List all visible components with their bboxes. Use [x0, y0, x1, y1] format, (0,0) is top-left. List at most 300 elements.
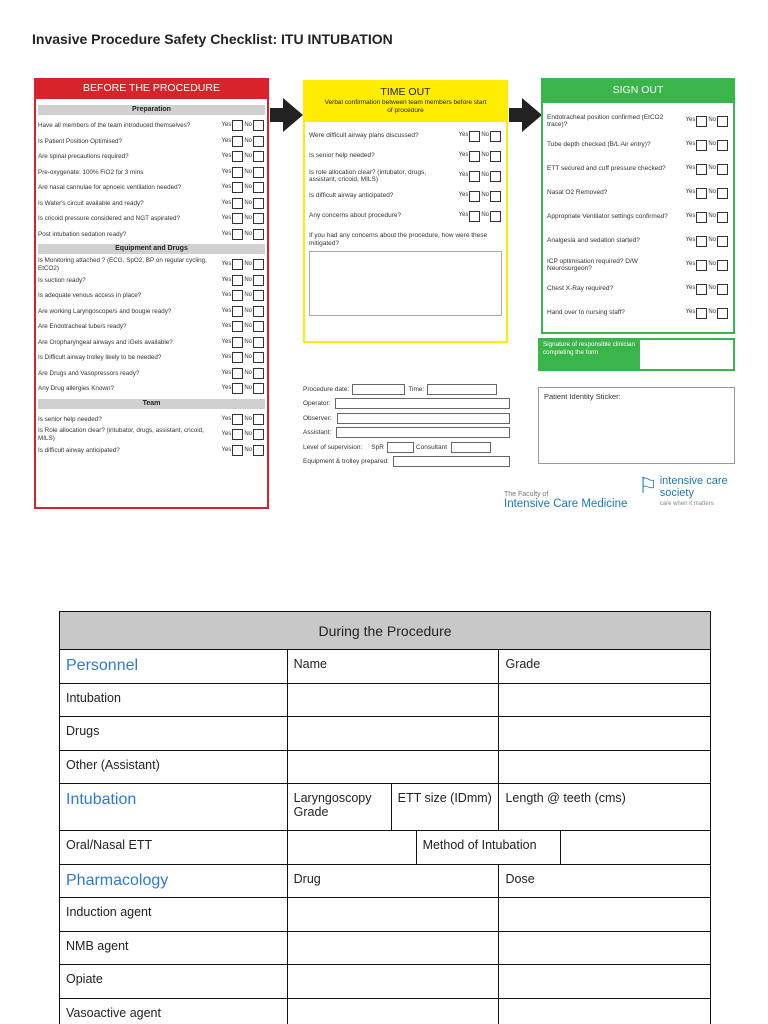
- spr-field[interactable]: [387, 442, 414, 453]
- yes-no-group: [222, 337, 265, 348]
- yes-no-group: [222, 136, 265, 147]
- checklist-question: [38, 165, 265, 181]
- yes-label: Yes: [458, 172, 469, 179]
- yes-checkbox[interactable]: [232, 136, 243, 147]
- yes-checkbox[interactable]: [696, 236, 707, 247]
- no-checkbox[interactable]: [253, 229, 264, 240]
- no-label: No: [244, 122, 252, 128]
- timeout-body: [303, 122, 508, 343]
- question-text: Chest X-Ray required?: [547, 285, 614, 293]
- checklist-question: [547, 181, 729, 205]
- yes-label: Yes: [221, 323, 232, 329]
- vasoactive-label: Vasoactive agent: [60, 998, 288, 1024]
- question-text: Are working Laryngoscope/s and bougie ready?: [38, 307, 172, 315]
- yes-checkbox[interactable]: [232, 337, 243, 348]
- arrow-head-icon: [522, 98, 542, 132]
- pharmacology-heading: Pharmacology: [60, 864, 288, 898]
- no-checkbox[interactable]: [253, 120, 264, 131]
- yes-label: Yes: [685, 141, 696, 148]
- yes-checkbox[interactable]: [696, 164, 707, 175]
- laryngoscopy-header: Laryngoscopy Grade: [287, 784, 391, 831]
- yes-label: Yes: [458, 132, 469, 139]
- intubation-row-label: Intubation: [60, 683, 288, 717]
- no-checkbox[interactable]: [253, 259, 264, 270]
- yes-checkbox[interactable]: [696, 188, 707, 199]
- question-text: Are Oropharyngeal airways and iGels available?: [38, 338, 173, 346]
- question-text: ETT secured and cuff pressure checked?: [547, 165, 666, 173]
- checklist-question: [38, 366, 265, 382]
- no-checkbox[interactable]: [253, 182, 264, 193]
- yes-checkbox[interactable]: [696, 140, 707, 151]
- checklist-question: [547, 277, 729, 301]
- other-name-cell[interactable]: [287, 750, 499, 784]
- checklist-question: [38, 350, 265, 366]
- no-checkbox[interactable]: [253, 337, 264, 348]
- yes-no-group: [222, 445, 265, 456]
- yes-label: Yes: [221, 385, 232, 391]
- no-checkbox[interactable]: [253, 213, 264, 224]
- no-label: No: [244, 137, 252, 144]
- yes-checkbox[interactable]: [232, 259, 243, 270]
- no-label: No: [244, 199, 252, 206]
- ics-line2: society: [659, 487, 694, 499]
- yes-label: Yes: [221, 369, 232, 376]
- no-checkbox[interactable]: [253, 275, 264, 286]
- yes-label: Yes: [685, 261, 696, 268]
- no-checkbox[interactable]: [253, 445, 264, 456]
- yes-checkbox[interactable]: [696, 284, 707, 295]
- question-text: Is difficult airway anticipated?: [38, 446, 120, 454]
- checklist-question: [38, 288, 265, 304]
- intubation-heading: Intubation: [60, 784, 288, 831]
- yes-checkbox[interactable]: [232, 275, 243, 286]
- checklist-question: [38, 335, 265, 351]
- yes-no-group: [222, 290, 265, 301]
- yes-label: Yes: [685, 285, 696, 292]
- no-label: No: [244, 323, 252, 329]
- yes-checkbox[interactable]: [232, 368, 243, 379]
- yes-no-group: [686, 308, 729, 319]
- no-checkbox[interactable]: [253, 352, 264, 363]
- checklist-question: [38, 427, 265, 443]
- induction-drug-cell[interactable]: [287, 898, 499, 932]
- arrow-icon: [270, 108, 284, 122]
- yes-label: Yes: [221, 137, 232, 144]
- checklist-question: [38, 196, 265, 212]
- ics-logo: [638, 475, 728, 507]
- no-label: No: [244, 168, 252, 175]
- checklist-question: [38, 257, 265, 273]
- question-text: Is role allocation clear? (intubator, drugs, assistant, cricoid, MILS): [309, 168, 427, 183]
- dose-header: Dose: [499, 864, 711, 898]
- checklist-question: [38, 149, 265, 165]
- yes-checkbox[interactable]: [469, 211, 480, 222]
- yes-label: Yes: [221, 153, 232, 159]
- question-text: Is senior help needed?: [38, 415, 102, 423]
- yes-checkbox[interactable]: [232, 167, 243, 178]
- checklist-question: [38, 227, 265, 243]
- question-text: Endotracheal position confirmed (EtCO2 trace)?: [547, 113, 664, 128]
- yes-checkbox[interactable]: [696, 260, 707, 271]
- yes-label: Yes: [221, 230, 232, 237]
- checklist-question: [38, 381, 265, 397]
- yes-label: Yes: [221, 338, 232, 345]
- arrow-icon: [509, 108, 523, 122]
- question-text: Is Water's circuit available and ready?: [38, 199, 144, 207]
- question-text: Is cricoid pressure considered and NGT aspirated?: [38, 215, 180, 222]
- no-checkbox[interactable]: [253, 429, 264, 440]
- yes-checkbox[interactable]: [232, 182, 243, 193]
- question-text: Tube depth checked (B/L Air entry)?: [547, 141, 651, 149]
- drug-header: Drug: [287, 864, 499, 898]
- yes-no-group: [222, 414, 265, 425]
- no-label: No: [708, 309, 716, 316]
- no-label: No: [244, 153, 252, 159]
- yes-no-group: [686, 260, 729, 271]
- assistant-field[interactable]: [336, 427, 510, 438]
- no-checkbox[interactable]: [253, 368, 264, 379]
- question-text: Is difficult airway anticipated?: [309, 192, 394, 200]
- vasoactive-drug-cell[interactable]: [287, 998, 499, 1024]
- checklist-question: [547, 109, 729, 133]
- no-label: No: [708, 117, 716, 124]
- observer-field[interactable]: [337, 413, 510, 424]
- yes-label: Yes: [458, 152, 469, 159]
- no-checkbox[interactable]: [717, 140, 728, 151]
- yes-checkbox[interactable]: [696, 308, 707, 319]
- no-label: No: [708, 165, 716, 172]
- ett-size-header: ETT size (IDmm): [391, 784, 499, 831]
- no-label: No: [708, 285, 716, 292]
- question-text: Is senior help needed?: [309, 152, 375, 160]
- ics-line1: intensive care: [659, 475, 728, 487]
- yes-checkbox[interactable]: [232, 229, 243, 240]
- opiate-label: Opiate: [60, 965, 288, 999]
- method-label: Method of Intubation: [416, 831, 561, 865]
- nmb-label: NMB agent: [60, 931, 288, 965]
- section-header: Preparation: [38, 105, 265, 115]
- no-label: No: [244, 446, 252, 453]
- no-checkbox[interactable]: [253, 136, 264, 147]
- yes-label: Yes: [221, 122, 232, 128]
- yes-no-group: [222, 275, 265, 286]
- page-title: Invasive Procedure Safety Checklist: ITU INTUBATION: [32, 31, 393, 47]
- operator-field[interactable]: [335, 398, 510, 409]
- no-label: No: [708, 141, 716, 148]
- no-label: No: [481, 172, 489, 179]
- signature-field[interactable]: [640, 340, 733, 369]
- supervision-label: Level of supervision:: [303, 443, 363, 451]
- signature-label: Signature of responsible clinician completing the form: [540, 340, 640, 369]
- question-text: Is Role allocation clear? (intubator, drugs, assistant, cricoid, MILS): [38, 427, 204, 442]
- drugs-name-cell[interactable]: [287, 717, 499, 751]
- yes-label: Yes: [221, 168, 232, 175]
- yes-checkbox[interactable]: [232, 352, 243, 363]
- checklist-question: [547, 205, 729, 229]
- no-checkbox[interactable]: [253, 321, 264, 332]
- yes-no-group: [686, 140, 729, 151]
- name-header: Name: [287, 650, 499, 684]
- timeout-subtitle: Verbal confirmation between team members before start of procedure: [324, 99, 487, 114]
- procedure-date-label: Procedure date:: [303, 385, 350, 393]
- question-text: Any concerns about procedure?: [309, 212, 402, 220]
- no-checkbox[interactable]: [490, 211, 501, 222]
- checklist-question: [309, 146, 502, 166]
- timeout-title: TIME OUT: [380, 86, 431, 98]
- induction-label: Induction agent: [60, 898, 288, 932]
- yes-no-group: [222, 151, 265, 162]
- yes-label: Yes: [221, 215, 232, 221]
- no-checkbox[interactable]: [717, 308, 728, 319]
- checklist-question: [309, 206, 502, 226]
- no-checkbox[interactable]: [253, 290, 264, 301]
- during-procedure-table: [59, 611, 711, 1024]
- yes-checkbox[interactable]: [232, 120, 243, 131]
- yes-no-group: [222, 182, 265, 193]
- no-label: No: [244, 431, 252, 437]
- checklist-question: [38, 211, 265, 227]
- question-text: Any Drug allergies Known?: [38, 385, 114, 392]
- checklist-question: [38, 180, 265, 196]
- no-label: No: [708, 213, 716, 220]
- yes-checkbox[interactable]: [232, 429, 243, 440]
- consultant-label: Consultant: [415, 443, 447, 451]
- yes-label: Yes: [221, 261, 232, 267]
- yes-label: Yes: [221, 431, 232, 437]
- concern-question: If you had any concerns about the procedure, how were these mitigated?: [309, 232, 488, 247]
- yes-checkbox[interactable]: [232, 306, 243, 317]
- concern-answer-box[interactable]: [309, 251, 502, 316]
- nmb-dose-cell[interactable]: [499, 931, 711, 965]
- no-checkbox[interactable]: [253, 167, 264, 178]
- yes-no-group: [222, 198, 265, 209]
- no-label: No: [244, 415, 252, 422]
- no-checkbox[interactable]: [253, 198, 264, 209]
- checklist-question: [38, 273, 265, 289]
- drugs-row-label: Drugs: [60, 717, 288, 751]
- question-text: Are Drugs and Vasopressors ready?: [38, 369, 140, 377]
- ics-mark-icon: ⚐: [638, 473, 658, 498]
- vasoactive-dose-cell[interactable]: [499, 998, 711, 1024]
- ficm-line1: The Faculty of: [504, 491, 549, 498]
- induction-dose-cell[interactable]: [499, 898, 711, 932]
- no-checkbox[interactable]: [717, 212, 728, 223]
- yes-label: Yes: [221, 199, 232, 206]
- yes-label: Yes: [685, 189, 696, 196]
- yes-checkbox[interactable]: [469, 131, 480, 142]
- procedure-date-field[interactable]: [352, 384, 405, 395]
- operator-label: Operator:: [303, 400, 331, 408]
- no-checkbox[interactable]: [717, 260, 728, 271]
- yes-no-group: [222, 383, 265, 394]
- yes-label: Yes: [685, 213, 696, 220]
- yes-checkbox[interactable]: [232, 151, 243, 162]
- intubation-name-cell[interactable]: [287, 683, 499, 717]
- consultant-field[interactable]: [451, 442, 491, 453]
- question-text: Is Difficult airway trolley likely to be needed?: [38, 354, 162, 361]
- section-header: Equipment and Drugs: [38, 244, 265, 254]
- no-label: No: [481, 152, 489, 159]
- opiate-dose-cell[interactable]: [499, 965, 711, 999]
- assistant-label: Assistant:: [303, 429, 332, 437]
- no-label: No: [244, 369, 252, 376]
- yes-label: Yes: [221, 446, 232, 453]
- question-text: Are spinal precautions required?: [38, 153, 129, 160]
- yes-no-group: [222, 429, 265, 440]
- yes-checkbox[interactable]: [232, 290, 243, 301]
- other-row-label: Other (Assistant): [60, 750, 288, 784]
- yes-no-group: [686, 116, 729, 127]
- signature-box: [538, 338, 735, 371]
- method-cell[interactable]: [561, 831, 711, 865]
- yes-no-group: [222, 306, 265, 317]
- spr-label: SpR: [371, 443, 384, 451]
- procedure-fields: [303, 382, 510, 469]
- drugs-grade-cell[interactable]: [499, 717, 711, 751]
- yes-checkbox[interactable]: [232, 445, 243, 456]
- no-label: No: [244, 354, 252, 360]
- yes-checkbox[interactable]: [696, 212, 707, 223]
- yes-no-group: [459, 171, 502, 182]
- yes-no-group: [459, 191, 502, 202]
- question-text: Is Patient Position Optimised?: [38, 137, 122, 145]
- yes-no-group: [222, 259, 265, 270]
- sticker-label: Patient Identity Sticker:: [544, 392, 621, 401]
- time-label: Time:: [408, 385, 425, 393]
- nmb-drug-cell[interactable]: [287, 931, 499, 965]
- question-text: Are nasal cannulae for apnoeic ventilation needed?: [38, 184, 182, 191]
- yes-no-group: [222, 120, 265, 131]
- checklist-question: [547, 253, 729, 277]
- checklist-question: [309, 126, 502, 146]
- question-text: Appropriate Ventilator settings confirmed?: [547, 213, 668, 221]
- no-label: No: [244, 215, 252, 221]
- yes-checkbox[interactable]: [232, 383, 243, 394]
- no-checkbox[interactable]: [253, 306, 264, 317]
- checklist-question: [38, 412, 265, 428]
- yes-no-group: [222, 368, 265, 379]
- no-checkbox[interactable]: [490, 191, 501, 202]
- yes-no-group: [459, 151, 502, 162]
- question-text: Hand over to nursing staff?: [547, 309, 625, 317]
- question-text: Post intubation sedation ready?: [38, 230, 127, 238]
- yes-no-group: [686, 236, 729, 247]
- checklist-question: [309, 186, 502, 206]
- checklist-question: [38, 118, 265, 134]
- no-checkbox[interactable]: [490, 171, 501, 182]
- checklist-question: [547, 301, 729, 325]
- signout-header: SIGN OUT: [541, 78, 735, 103]
- timeout-questions: [309, 126, 502, 226]
- yes-no-group: [686, 212, 729, 223]
- yes-label: Yes: [221, 307, 232, 314]
- no-label: No: [244, 184, 252, 190]
- yes-checkbox[interactable]: [232, 198, 243, 209]
- question-text: Is adequate venous access in place?: [38, 292, 142, 299]
- yes-checkbox[interactable]: [469, 171, 480, 182]
- checklist-question: [547, 133, 729, 157]
- yes-no-group: [222, 321, 265, 332]
- yes-checkbox[interactable]: [232, 414, 243, 425]
- ics-tagline: care when it matters: [659, 501, 714, 507]
- no-checkbox[interactable]: [717, 164, 728, 175]
- checklist-question: [547, 157, 729, 181]
- no-label: No: [481, 192, 489, 199]
- no-label: No: [708, 261, 716, 268]
- signout-body: [541, 103, 735, 334]
- no-checkbox[interactable]: [253, 151, 264, 162]
- yes-label: Yes: [221, 276, 232, 283]
- time-out-panel: [303, 80, 508, 343]
- personnel-heading: Personnel: [60, 650, 288, 684]
- no-label: No: [481, 132, 489, 139]
- observer-label: Observer:: [303, 414, 332, 422]
- yes-no-group: [222, 213, 265, 224]
- yes-no-group: [459, 131, 502, 142]
- other-grade-cell[interactable]: [499, 750, 711, 784]
- yes-checkbox[interactable]: [232, 213, 243, 224]
- time-field[interactable]: [427, 384, 497, 395]
- opiate-drug-cell[interactable]: [287, 965, 499, 999]
- sign-out-panel: [541, 78, 735, 334]
- grade-header: Grade: [499, 650, 711, 684]
- question-text: Is Monitoring attached ? (ECG, SpO2, BP on regular cycling, EtCO2): [38, 257, 207, 272]
- yes-no-group: [686, 164, 729, 175]
- yes-label: Yes: [685, 309, 696, 316]
- question-text: ICP optimisation required? D/W Neurosurgeon?: [547, 257, 638, 272]
- no-checkbox[interactable]: [253, 414, 264, 425]
- oral-nasal-label: Oral/Nasal ETT: [60, 831, 288, 865]
- no-checkbox[interactable]: [253, 383, 264, 394]
- question-text: Is suction ready?: [38, 276, 86, 284]
- no-label: No: [244, 230, 252, 237]
- length-header: Length @ teeth (cms): [499, 784, 711, 831]
- checklist-question: [547, 229, 729, 253]
- no-label: No: [244, 385, 252, 391]
- no-checkbox[interactable]: [717, 236, 728, 247]
- question-text: Have all members of the team introduced themselves?: [38, 122, 191, 129]
- checklist-question: [38, 319, 265, 335]
- no-label: No: [244, 276, 252, 283]
- yes-checkbox[interactable]: [232, 321, 243, 332]
- yes-label: Yes: [221, 354, 232, 360]
- checklist-question: [38, 134, 265, 150]
- yes-label: Yes: [221, 292, 232, 298]
- no-checkbox[interactable]: [490, 151, 501, 162]
- during-title: During the Procedure: [60, 612, 711, 650]
- ficm-logo: [504, 491, 627, 510]
- patient-sticker-box[interactable]: [538, 387, 735, 464]
- yes-checkbox[interactable]: [469, 151, 480, 162]
- no-checkbox[interactable]: [717, 284, 728, 295]
- arrow-head-icon: [283, 98, 303, 132]
- no-label: No: [244, 292, 252, 298]
- no-label: No: [708, 189, 716, 196]
- intubation-grade-cell[interactable]: [499, 683, 711, 717]
- no-checkbox[interactable]: [717, 188, 728, 199]
- no-checkbox[interactable]: [717, 116, 728, 127]
- section-header: Team: [38, 399, 265, 409]
- yes-no-group: [222, 352, 265, 363]
- yes-checkbox[interactable]: [696, 116, 707, 127]
- equipment-field[interactable]: [393, 456, 510, 467]
- oral-nasal-cell[interactable]: [287, 831, 416, 865]
- timeout-header: [303, 80, 508, 122]
- yes-no-group: [459, 211, 502, 222]
- yes-checkbox[interactable]: [469, 191, 480, 202]
- yes-label: Yes: [685, 237, 696, 244]
- no-checkbox[interactable]: [490, 131, 501, 142]
